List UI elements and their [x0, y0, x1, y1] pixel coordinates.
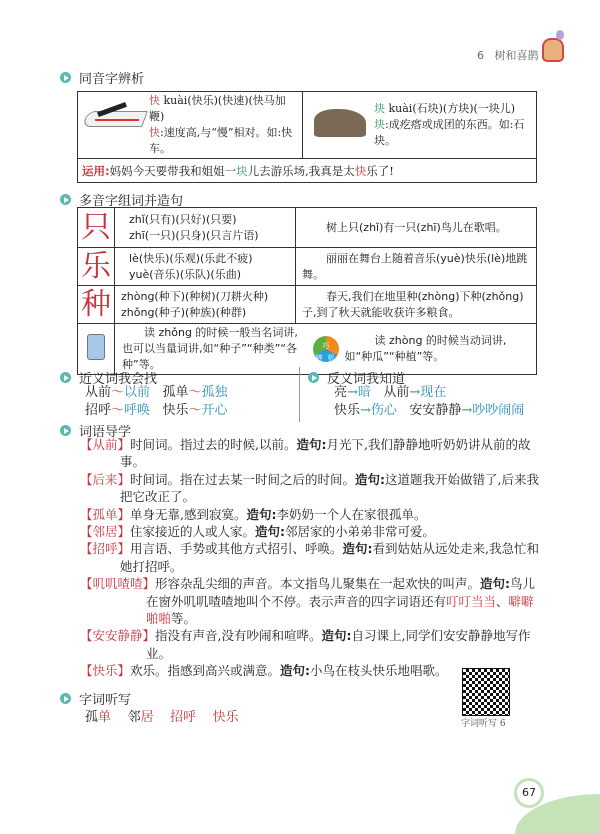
pinyin-groups [115, 208, 296, 248]
table-row [78, 286, 537, 324]
example-word: 叮叮当当 [446, 593, 497, 609]
entry-sentence: 这道题我开始做错了,后来我把它改正了。 [120, 471, 540, 505]
text: zhī(一只)(只身)(只言片语) [129, 228, 259, 242]
word: 块 [374, 118, 385, 131]
entry-def: 欢乐。指感到高兴或满意。 [130, 663, 281, 679]
pinyin-groups [115, 248, 296, 286]
entry-sentence: 月光下,我们静静地听奶奶讲从前的故事。 [120, 437, 531, 470]
antonym: 暗 [357, 385, 371, 400]
example-sentence: 树上只(zhǐ)有一只(zhī)鸟儿在歌唱。 [296, 208, 537, 248]
char: 邻 [127, 710, 141, 725]
entry-sentence: 邻居家的小弟弟非常可爱。 [285, 524, 436, 540]
synonym-list [85, 384, 228, 420]
text: 快 [354, 163, 367, 178]
sentence-label: 造句: [255, 524, 286, 540]
char: 单 [98, 710, 112, 725]
entry-def: 住家接近的人或人家。 [130, 524, 256, 540]
entry-word: 【孤单】 [80, 506, 131, 522]
tip-right: 读 zhòng 的时候当动词讲,如“种瓜”“种植”等。 [344, 334, 507, 363]
word: 快乐 [212, 710, 239, 725]
word: 亮 [334, 385, 348, 400]
antonym-list [334, 384, 524, 420]
tip-row [78, 324, 537, 375]
usage-sentence [78, 159, 537, 183]
vocab-entry [80, 540, 542, 575]
text: zhǐ(只有)(只好)(只要) [129, 212, 237, 226]
word: 快乐 [162, 403, 189, 418]
entry-word: 【叽叽喳喳】 [80, 576, 156, 592]
word: 快 [149, 126, 160, 139]
lesson-number: 6 [477, 49, 484, 62]
section-title: 同音字辨析 [79, 72, 145, 87]
text: lè(快乐)(乐观)(乐此不疲) [129, 251, 253, 265]
mascot-icon [540, 30, 566, 62]
train-image [79, 93, 149, 133]
badge-char: 巧 [322, 342, 330, 350]
char: 居 [140, 710, 154, 725]
text: 儿去游乐场,我真是太 [247, 163, 355, 178]
play-bullet-icon [60, 425, 71, 436]
text: 等。 [171, 611, 197, 627]
entry-word: 【从前】 [80, 437, 131, 452]
synonym: 呼唤 [124, 403, 151, 418]
vocab-entry [80, 523, 542, 540]
example-word: 噼噼啪啪 [146, 593, 534, 627]
entry-def: 单身无靠,感到寂寞。 [130, 506, 247, 522]
entry-word: 【安安静静】 [80, 628, 156, 644]
vocab-entry [80, 506, 542, 523]
section-title: 近义词我会找 [79, 372, 158, 387]
qr-caption: 字词听写 6 [461, 719, 506, 729]
text: 、 [496, 593, 509, 609]
sep: ～ [188, 403, 202, 418]
text: yuè(音乐)(乐队)(乐曲) [129, 267, 241, 281]
text: zhǒng(种子)(种族)(种群) [121, 305, 247, 319]
entry-def: 形容杂乱尖细的声音。本文指鸟儿聚集在一起欢快的叫声。 [155, 576, 481, 592]
sentence-label: 造句: [246, 506, 277, 522]
synonym: 以前 [124, 385, 151, 400]
homophone-kuai-fast [78, 92, 303, 159]
definition: :成疙瘩或成团的东西。如:石块。 [374, 118, 525, 147]
entry-word: 【后来】 [80, 471, 131, 487]
sentence-label: 造句: [480, 576, 511, 592]
sentence-label: 造句: [296, 437, 327, 452]
table-row [78, 248, 537, 286]
vocab-entry [80, 575, 542, 627]
play-bullet-icon [60, 693, 71, 704]
entry-sentence: 小鸟在枝头快乐地唱歌。 [310, 663, 448, 679]
play-bullet-icon [60, 194, 71, 205]
sep: → [360, 403, 371, 418]
play-bullet-icon [60, 372, 71, 383]
word: 从前 [383, 385, 410, 400]
badge-char: 析 [327, 354, 335, 362]
page-number: 67 [514, 778, 544, 808]
book-mascot-icon [78, 324, 115, 375]
section-title: 反义词我知道 [327, 372, 406, 387]
section-title: 多音字组词并造句 [79, 194, 184, 209]
qr-code[interactable] [462, 668, 510, 716]
pinyin-groups [115, 286, 296, 324]
text: 乐了! [366, 163, 394, 178]
entry-def: 时间词。指在过去某一时间之后的时间。 [130, 471, 356, 487]
entry-word: 【招呼】 [80, 541, 131, 557]
divider [299, 367, 300, 422]
homophones-table [77, 91, 537, 183]
word: 块 [374, 102, 385, 115]
entry-sentence: 鸟儿在窗外叽叽喳喳地叫个不停。表示声音的四字词语还有 [146, 576, 536, 609]
example-sentence: 丽丽在舞台上随着音乐(yuè)快乐(lè)地跳舞。 [296, 248, 537, 286]
entry-sentence: 自习课上,同学们安安静静地写作业。 [146, 628, 531, 661]
entry-sentence: 李奶奶一个人在家很孤单。 [276, 506, 427, 522]
sep: → [461, 403, 473, 418]
sentence-label: 造句: [355, 471, 386, 487]
sentence-label: 造句: [280, 663, 311, 679]
polyphones-table [77, 207, 537, 375]
definition: :速度高,与“慢”相对。如:快车。 [149, 126, 293, 155]
polyphone-char: 只 [78, 208, 115, 248]
homophone-kuai-piece [303, 92, 537, 159]
sep: → [409, 385, 421, 400]
tip-left: 读 zhǒng 的时候一般当名词讲,也可以当量词讲,如“种子”“种类”“各种”等。 [122, 326, 298, 371]
badge-char: 辨 [315, 354, 323, 362]
usage-label: 运用: [82, 163, 110, 178]
word: 安安静静 [409, 403, 462, 418]
entry-word: 【邻居】 [80, 524, 131, 540]
polyphone-char: 乐 [78, 248, 115, 286]
sep: ～ [111, 385, 125, 400]
section-title: 字词听写 [79, 693, 132, 708]
sep: ～ [111, 403, 125, 418]
word: 快乐 [334, 403, 361, 418]
synonym: 开心 [201, 403, 228, 418]
antonym: 吵吵闹闹 [472, 403, 525, 418]
section-title: 词语导学 [79, 425, 132, 440]
synonym: 孤独 [201, 385, 228, 400]
sep: ～ [188, 385, 202, 400]
sep: → [347, 385, 358, 400]
section-homophones-heading [60, 68, 144, 87]
word: 招呼 [85, 403, 112, 418]
tip-cell [115, 324, 537, 375]
entry-word: 【快乐】 [80, 663, 131, 679]
example-sentence: 春天,我们在地里种(zhòng)下种(zhǒng)子,到了秋天就能收获许多粮食。 [296, 286, 537, 324]
polyphone-char: 种 [78, 286, 115, 324]
text: 块 [236, 163, 248, 178]
text: 妈妈今天要带我和姐姐一 [109, 163, 237, 178]
entry-sentence: 看到姑姑从远处走来,我急忙和她打招呼。 [120, 541, 540, 574]
play-bullet-icon [60, 72, 71, 83]
word: 从前 [85, 385, 112, 400]
rock-image [304, 101, 374, 141]
entry-def: 指没有声音,没有吵闹和喧哗。 [155, 628, 322, 644]
vocab-entry [80, 627, 542, 662]
dictation-words [85, 706, 239, 725]
lesson-title: 树和喜鹊 [494, 49, 539, 62]
pinyin-words: kuài(石块)(方块)(一块儿) [385, 102, 516, 115]
sentence-label: 造句: [321, 628, 352, 644]
entry-def: 用言语、手势或其他方式招引、呼唤。 [130, 541, 343, 557]
pinyin-words: kuài(快乐)(快速)(快马加鞭) [149, 94, 286, 123]
word: 招呼 [170, 710, 197, 725]
sentence-label: 造句: [342, 541, 373, 557]
vocab-entry [80, 471, 542, 506]
table-row [78, 208, 537, 248]
vocab-entry [80, 436, 542, 471]
antonym: 伤心 [370, 403, 397, 418]
char: 孤 [85, 710, 99, 725]
lesson-header [477, 47, 539, 63]
vocab-entries [80, 436, 542, 680]
tip-badge-icon [313, 336, 339, 362]
play-bullet-icon [308, 372, 319, 383]
antonym: 现在 [420, 385, 447, 400]
entry-def: 时间词。指过去的时候,以前。 [130, 437, 297, 452]
word: 快 [149, 94, 160, 107]
text: zhòng(种下)(种树)(刀耕火种) [121, 289, 269, 303]
word: 孤单 [162, 385, 189, 400]
